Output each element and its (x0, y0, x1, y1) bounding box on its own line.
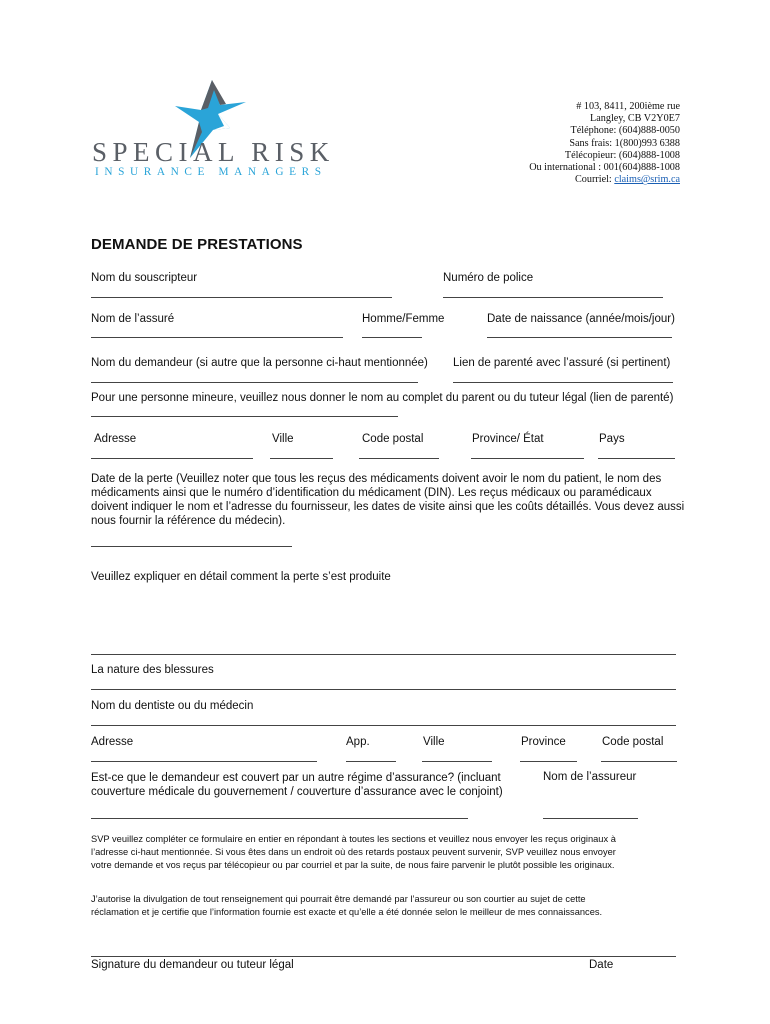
gender-field[interactable] (362, 337, 422, 338)
paragraph-line: SVP veuillez compléter ce formulaire en entier en répondant à toutes les sections et veuillez nous envoyer les reçus originaux à (91, 834, 616, 844)
doctor-address-label: Adresse (91, 736, 134, 748)
province-state-field[interactable] (471, 458, 584, 459)
apartment-field[interactable] (346, 761, 396, 762)
explain-loss-field[interactable] (91, 654, 676, 655)
paragraph-line: réclamation et je certifie que l’information fournie est exacte et qu’elle a été donnée selon le meilleur de mes connaissances. (91, 907, 603, 917)
signature-label: Signature du demandeur ou tuteur légal (91, 959, 294, 971)
gender-label: Homme/Femme (362, 313, 445, 325)
paragraph-line: Est-ce que le demandeur est couvert par un autre régime d’assurance? (incluant (91, 772, 501, 784)
province-state-label: Province/ État (472, 433, 544, 445)
subscriber-name-label: Nom du souscripteur (91, 272, 198, 284)
paragraph-line: doivent indiquer le nom et l’adresse du fournisseur, les dates de visite ainsi que les coûts détaillés. Vous devez aussi (91, 501, 685, 513)
doctor-name-label: Nom du dentiste ou du médecin (91, 700, 254, 712)
paragraph-line: nous fournir la référence du médecin). (91, 515, 286, 527)
doctor-province-label: Province (521, 736, 566, 748)
minor-note-label: Pour une personne mineure, veuillez nous donner le nom au complet du parent ou du tuteur légal (lien de parenté) (91, 392, 674, 404)
phone-line: Téléphone: (604)888-0050 (570, 125, 680, 137)
paragraph-line: J’autorise la divulgation de tout renseignement qui pourrait être demandé par l’assureur ou son courtier au sujet de cette (91, 894, 586, 904)
other-coverage-field[interactable] (91, 818, 468, 819)
doctor-address-field[interactable] (91, 761, 317, 762)
address-label: Adresse (94, 433, 137, 445)
policy-number-field[interactable] (443, 297, 663, 298)
city-field[interactable] (270, 458, 333, 459)
insured-name-field[interactable] (91, 337, 343, 338)
form-title: DEMANDE DE PRESTATIONS (91, 236, 303, 253)
email-label: Courriel: (574, 174, 615, 186)
other-coverage-question (91, 771, 503, 799)
logo-line2: INSURANCE MANAGERS (95, 166, 327, 178)
fax-line: Télécopieur: (604)888-1008 (564, 149, 680, 161)
date-label: Date (589, 959, 614, 971)
email-line (529, 174, 680, 186)
doctor-postal-label: Code postal (602, 736, 664, 748)
paragraph-line: votre demande et vos reçus par télécopieur ou par courriel et par la suite, de nous faire parvenir le plutôt possible les originaux. (91, 860, 615, 870)
country-field[interactable] (598, 458, 675, 459)
logo-line1: SPECIAL RISK (92, 137, 335, 167)
paragraph-line: Date de la perte (Veuillez noter que tous les reçus des médicaments doivent avoir le nom du patient, le nom des (91, 473, 662, 485)
international-line: Ou international : 001(604)888-1008 (529, 162, 680, 174)
postal-code-label: Code postal (362, 433, 424, 445)
apartment-label: App. (346, 736, 370, 748)
doctor-city-field[interactable] (422, 761, 492, 762)
explain-loss-label: Veuillez expliquer en détail comment la perte s’est produite (91, 571, 391, 583)
company-address (529, 101, 680, 186)
authorization-statement (91, 893, 602, 919)
injuries-label: La nature des blessures (91, 664, 214, 676)
email-link[interactable]: claims@srim.ca (614, 174, 680, 186)
country-label: Pays (599, 433, 625, 445)
loss-date-field[interactable] (91, 546, 292, 547)
paragraph-line: l’adresse ci-haut mentionnée. Si vous êtes dans un endroit où des retards postaux peuvent survenir, SVP veuillez nous envoyer (91, 847, 616, 857)
insured-name-label: Nom de l’assuré (91, 313, 175, 325)
loss-date-instructions (91, 472, 684, 528)
address-line: # 103, 8411, 200ième rue (576, 101, 680, 112)
claimant-name-label: Nom du demandeur (si autre que la personne ci-haut mentionnée) (91, 357, 428, 369)
relationship-label: Lien de parenté avec l’assuré (si pertinent) (453, 357, 671, 369)
guardian-name-field[interactable] (91, 416, 398, 417)
doctor-city-label: Ville (423, 736, 445, 748)
subscriber-name-field[interactable] (91, 297, 392, 298)
paragraph-line: médicaments ainsi que le numéro d’identification du médicament (DIN). Les reçus médicaux ou paramédicaux (91, 487, 652, 499)
birth-date-field[interactable] (487, 337, 672, 338)
postal-code-field[interactable] (359, 458, 439, 459)
address-line: Langley, CB V2Y0E7 (590, 113, 680, 125)
tollfree-line: Sans frais: 1(800)993 6388 (569, 137, 680, 149)
insurer-name-label: Nom de l’assureur (543, 771, 637, 783)
birth-date-label: Date de naissance (année/mois/jour) (487, 313, 675, 325)
doctor-name-field[interactable] (91, 725, 676, 726)
injuries-field[interactable] (91, 689, 676, 690)
policy-number-label: Numéro de police (443, 272, 534, 284)
paragraph-line: couverture médicale du gouvernement / couverture d’assurance avec le conjoint) (91, 786, 503, 798)
submission-instructions (91, 833, 616, 872)
claimant-name-field[interactable] (91, 382, 418, 383)
signature-line[interactable] (91, 956, 676, 957)
relationship-field[interactable] (453, 382, 673, 383)
insurer-name-field[interactable] (543, 818, 638, 819)
city-label: Ville (272, 433, 294, 445)
doctor-postal-field[interactable] (601, 761, 677, 762)
doctor-province-field[interactable] (520, 761, 577, 762)
address-field[interactable] (91, 458, 253, 459)
